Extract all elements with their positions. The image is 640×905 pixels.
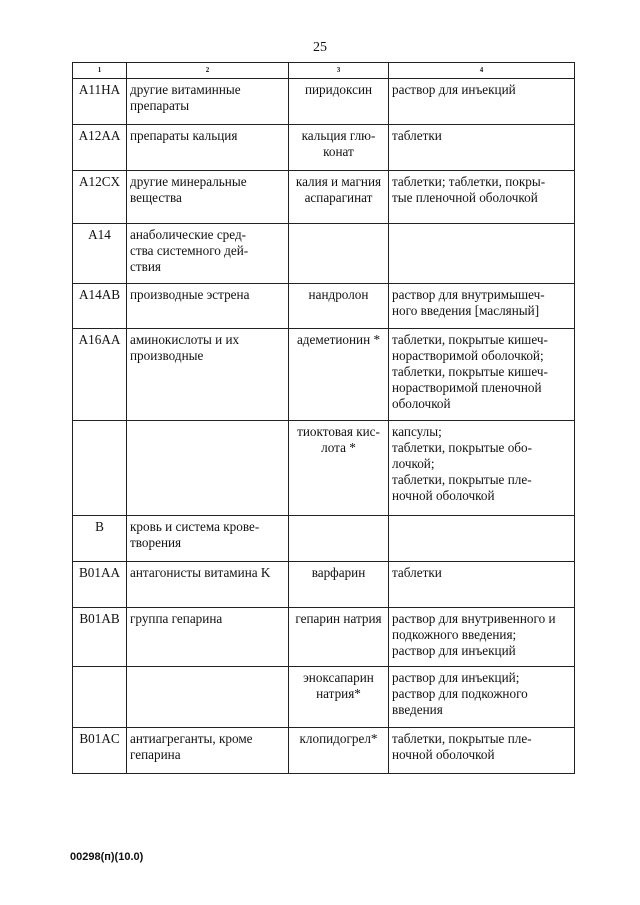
- drug-name-cell: [289, 516, 389, 562]
- atc-code-cell: B01AC: [73, 728, 127, 774]
- atc-code-cell: [73, 421, 127, 516]
- drug-name-cell: калия и магния аспарагинат: [289, 171, 389, 224]
- drug-name-cell: нандролон: [289, 284, 389, 329]
- table-body: [73, 79, 575, 774]
- dosage-form-cell: [389, 516, 575, 562]
- dosage-form-cell: таблетки, покрытые пле- ночной оболочкой: [389, 728, 575, 774]
- dosage-form-cell: раствор для внутривенного и подкожного введения; раствор для инъекций: [389, 608, 575, 667]
- dosage-form-cell: таблетки: [389, 562, 575, 608]
- table-row: [73, 171, 575, 224]
- group-name-cell: производные эстрена: [127, 284, 289, 329]
- dosage-form-cell: таблетки; таблетки, покры- тые пленочной оболочкой: [389, 171, 575, 224]
- dosage-form-cell: капсулы; таблетки, покрытые обо- лочкой; таблетки, покрытые пле- ночной оболочкой: [389, 421, 575, 516]
- atc-code-cell: A14: [73, 224, 127, 284]
- group-name-cell: [127, 421, 289, 516]
- dosage-form-cell: раствор для внутримышеч- ного введения [масляный]: [389, 284, 575, 329]
- drug-name-cell: кальция глю- конат: [289, 125, 389, 171]
- drug-name-cell: эноксапарин натрия*: [289, 667, 389, 728]
- group-name-cell: другие минеральные вещества: [127, 171, 289, 224]
- table-row: [73, 224, 575, 284]
- group-name-cell: анаболические сред- ства системного дей- ствия: [127, 224, 289, 284]
- drug-name-cell: гепарин натрия: [289, 608, 389, 667]
- atc-code-cell: A11HA: [73, 79, 127, 125]
- group-name-cell: [127, 667, 289, 728]
- dosage-form-cell: раствор для инъекций: [389, 79, 575, 125]
- table-row: [73, 284, 575, 329]
- drug-name-cell: тиоктовая кис- лота *: [289, 421, 389, 516]
- drug-name-cell: адеметионин *: [289, 329, 389, 421]
- group-name-cell: другие витаминные препараты: [127, 79, 289, 125]
- table-row: [73, 421, 575, 516]
- atc-code-cell: A16AA: [73, 329, 127, 421]
- atc-code-cell: A12AA: [73, 125, 127, 171]
- table-row: [73, 728, 575, 774]
- table-row: [73, 562, 575, 608]
- column-number-2: 2: [127, 63, 289, 79]
- page-number: 25: [313, 40, 327, 55]
- drug-name-cell: клопидогрел*: [289, 728, 389, 774]
- drug-name-cell: пиридоксин: [289, 79, 389, 125]
- table-row: [73, 329, 575, 421]
- group-name-cell: группа гепарина: [127, 608, 289, 667]
- group-name-cell: кровь и система крове- творения: [127, 516, 289, 562]
- atc-code-cell: B: [73, 516, 127, 562]
- table-row: [73, 608, 575, 667]
- table-row: [73, 125, 575, 171]
- dosage-form-cell: таблетки, покрытые кишеч- норастворимой оболочкой; таблетки, покрытые кишеч- норастворимой пленочной оболочкой: [389, 329, 575, 421]
- column-number-4: 4: [389, 63, 575, 79]
- drug-name-cell: варфарин: [289, 562, 389, 608]
- dosage-form-cell: [389, 224, 575, 284]
- group-name-cell: антагонисты витамина K: [127, 562, 289, 608]
- table-row: [73, 79, 575, 125]
- atc-code-cell: B01AA: [73, 562, 127, 608]
- dosage-form-cell: таблетки: [389, 125, 575, 171]
- document-id: 00298(п)(10.0): [70, 851, 144, 863]
- atc-code-cell: B01AB: [73, 608, 127, 667]
- column-number-3: 3: [289, 63, 389, 79]
- table-row: [73, 667, 575, 728]
- table-row: [73, 516, 575, 562]
- drug-registry-table: [72, 62, 575, 774]
- atc-code-cell: A14AB: [73, 284, 127, 329]
- group-name-cell: препараты кальция: [127, 125, 289, 171]
- column-number-1: 1: [73, 63, 127, 79]
- dosage-form-cell: раствор для инъекций; раствор для подкожного введения: [389, 667, 575, 728]
- drug-name-cell: [289, 224, 389, 284]
- atc-code-cell: [73, 667, 127, 728]
- column-number-row: [73, 63, 575, 79]
- group-name-cell: антиагреганты, кроме гепарина: [127, 728, 289, 774]
- atc-code-cell: A12CX: [73, 171, 127, 224]
- group-name-cell: аминокислоты и их производные: [127, 329, 289, 421]
